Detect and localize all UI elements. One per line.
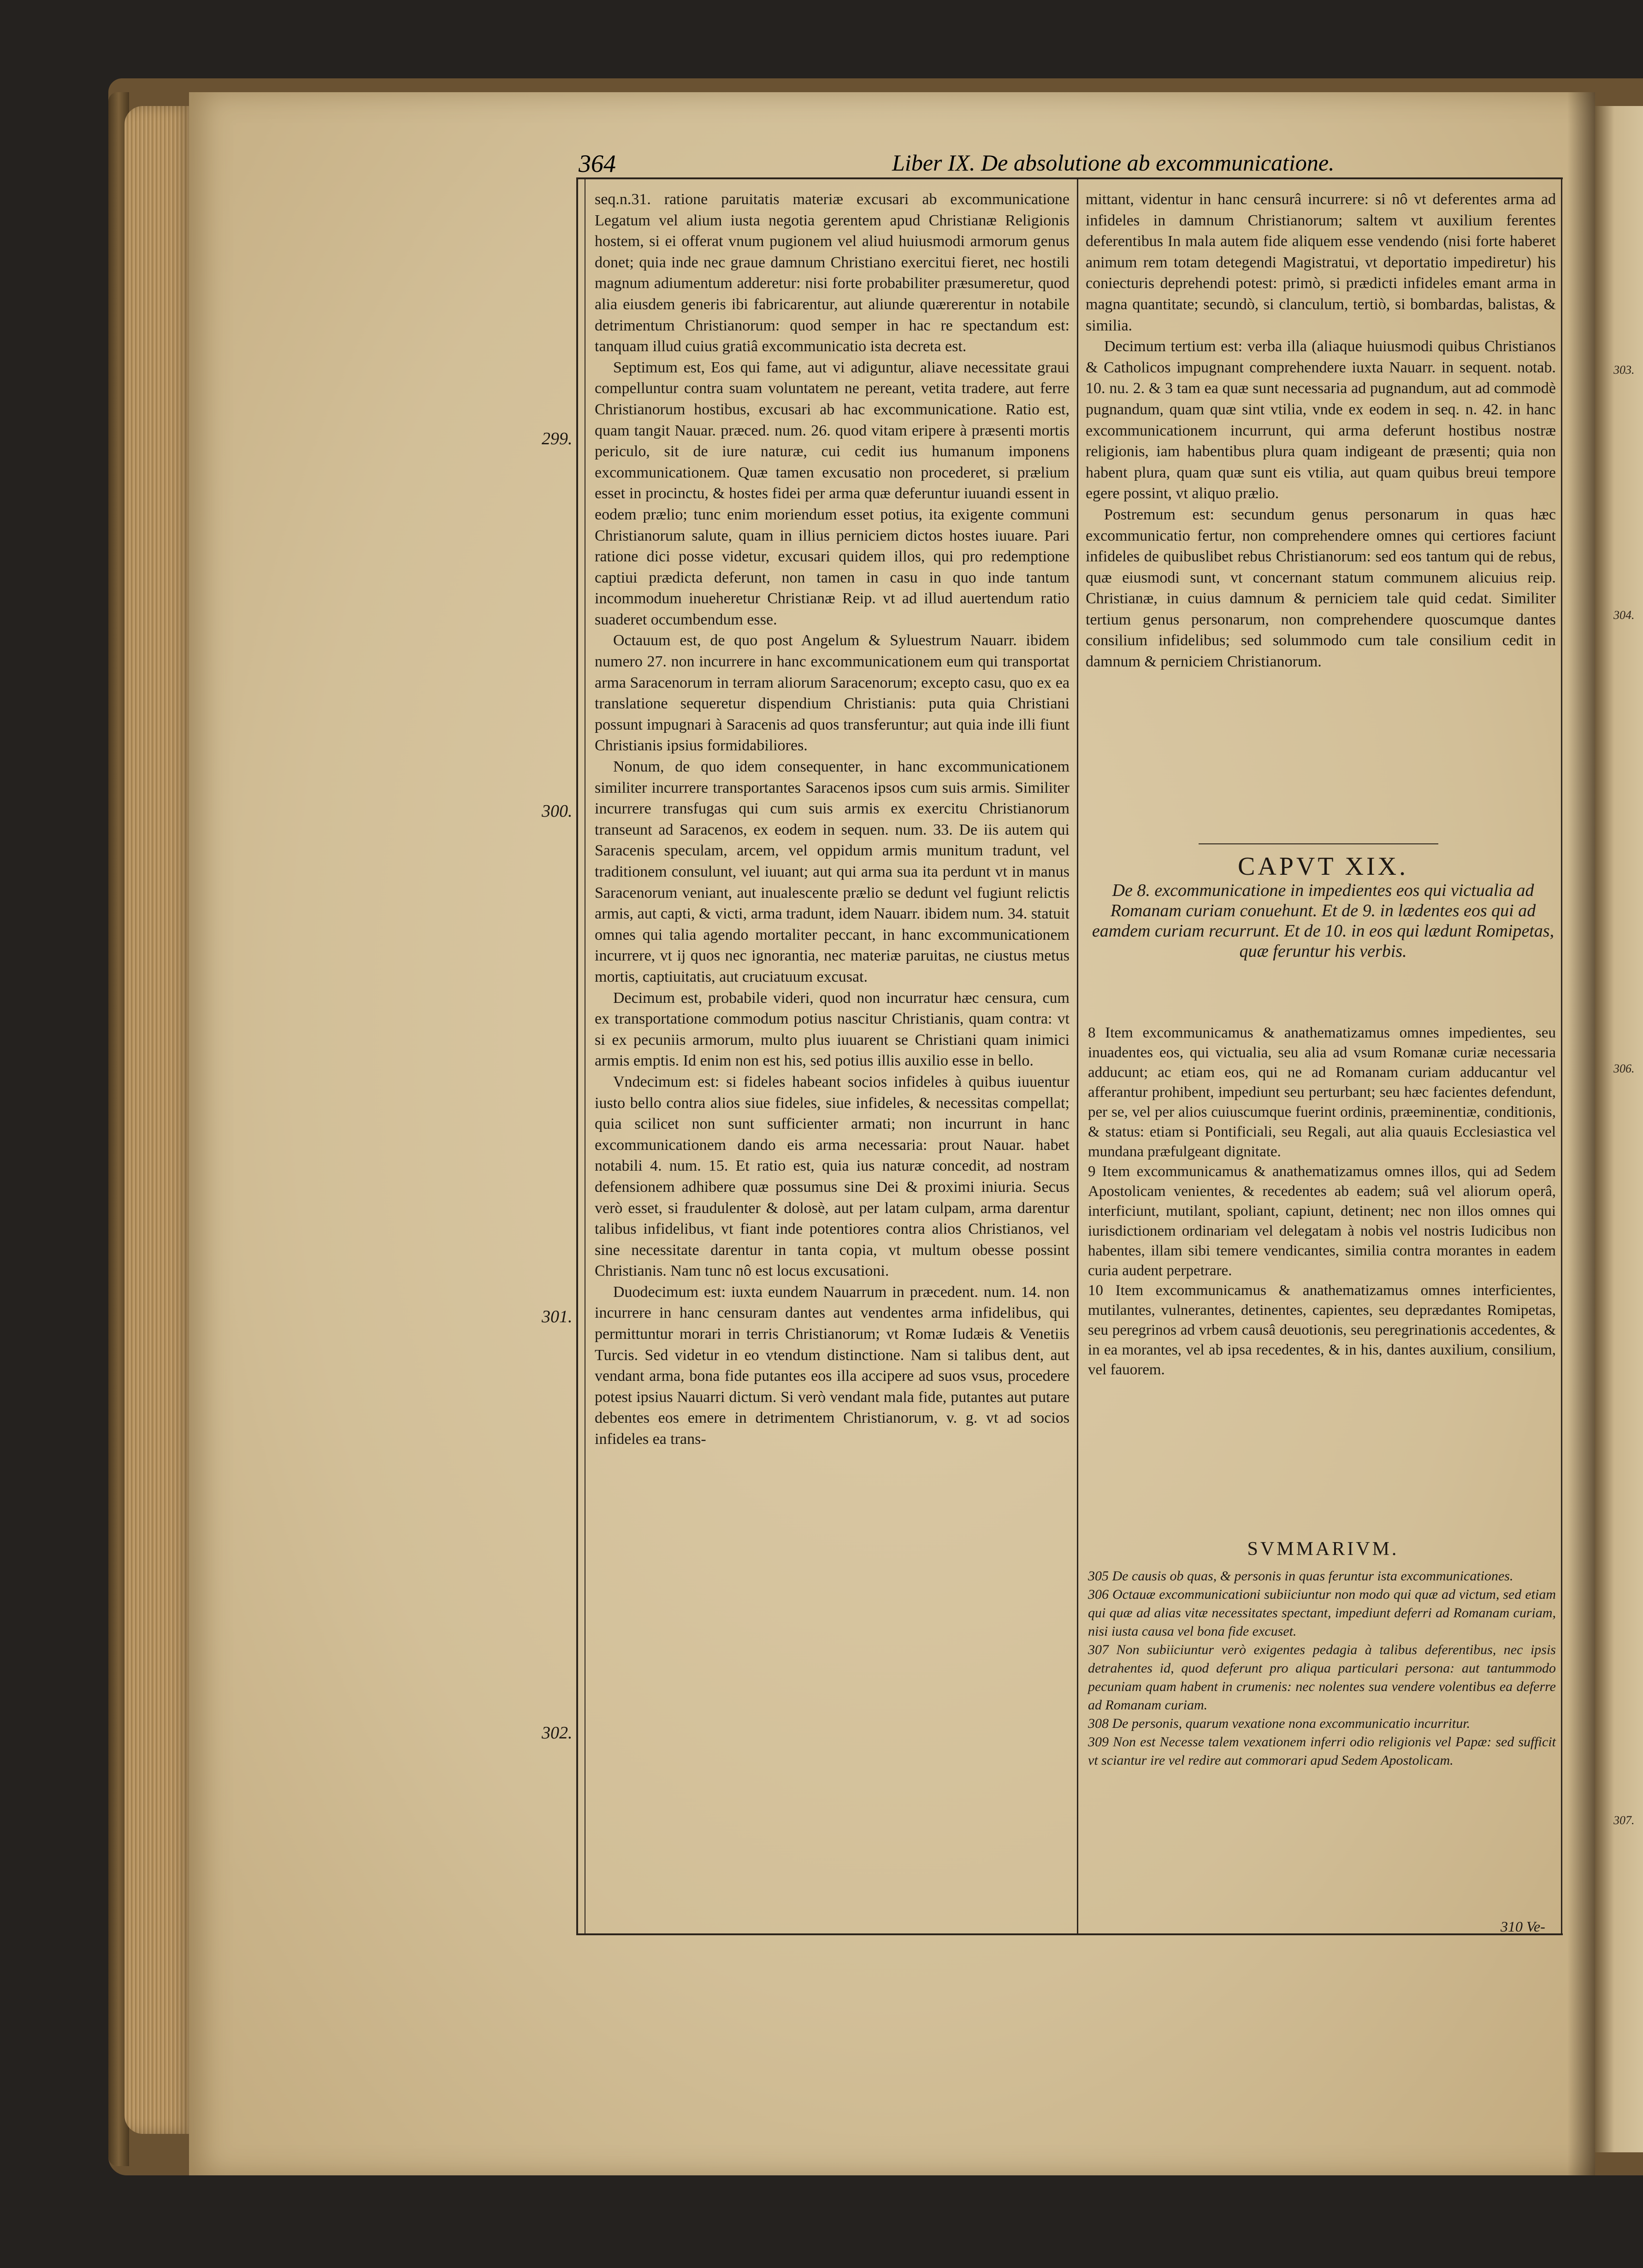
section-divider: [1199, 843, 1438, 844]
paragraph: 10 Item excommunicamus & anathematizamus omnes interficientes, mutilantes, vulnerantes, detinentes, capientes, seu deprædantes Romipetas, seu peregrinos ad vrbem causâ deuotionis, seu peregrinationis accedentes, & in ea morantes, vel ab ipsa recedentes, & in his, dantes auxilium, consilium, vel fauorem.: [1088, 1282, 1556, 1378]
footer-rule: [576, 1933, 1563, 1935]
paragraph: Vndecimum est: si fideles habeant socios infideles à quibus iuuentur iusto bello contra alios siue fideles, siue infideles, & necessitas compellat; quia scilicet non sunt sufficienter armati; non incurrunt in hanc excommunicationem dando eis arma necessaria: prout Nauar. habet notabili 4. num. 15. Et ratio est, quia ius naturæ concedit, ad nostram defensionem adhibere quæ possumus sine Dei & proximi iniuria. Secus verò esset, si fraudulenter & dolosè, aut per latam culpam, arma darentur talibus infidelibus, vt fiant inde potentiores contra alios Christianos, vel sine necessitate darentur in tanta copia, vt multum obesse possint Christianis. Nam tunc nô est locus excusationi.: [595, 1073, 1070, 1280]
summary-item: 308 De personis, quarum vexatione nona excommunicatio incurritur.: [1088, 1716, 1471, 1731]
page-gutter: [1567, 92, 1595, 2175]
paragraph: Septimum est, Eos qui fame, aut vi adiguntur, aliave necessitate graui compelluntur contra suam voluntatem ne pereant, vetita tradere, aut ferre Christianorum hostibus, excusari ab hac excommunicatione. Ratio est, quam tangit Nauar. præced. num. 26. quod vitam eripere à præsenti mortis periculo, sit de iure naturæ, cui cedit ius humanum imponens excommunicationem. Quæ tamen excusatio non procederet, si prælium esset in procinctu, & hostes fidei per arma quæ deferuntur iuuandi essent in eodem prælio; tunc enim moriendum esset potius, ita exigente communi Christianorum salute, quam in illius perniciem dictos hostes iuuare. Pari ratione dici posse videtur, excusari quidem illos, qui pro redemptione captiui prædicta deferunt, non tamen in casu in quo inde tantum incommodum inueheretur Christianæ Reip. vt ad illud auertendum ratio suaderet occumbendum esse.: [595, 359, 1070, 628]
summary-title: SVMMARIVM.: [1247, 1538, 1399, 1560]
paragraph: mittant, videntur in hanc censurâ incurrere: si nô vt deferentes arma ad infideles in damnum Christianorum; saltem vt auxilium ferentes deferentibus In mala autem fide aliquem esse vendendo (nisi forte haberet animum rem totam detegendi Magistratui, vt deportatio impediretur) his coniecturis deprehendi potest: primò, si prædicti infideles emant arma in magna quantitate; secundò, si clanculum, tertiò, si bombardas, balistas, & similia.: [1086, 191, 1556, 334]
page-number: 364: [579, 150, 616, 177]
facing-margin-number: 307.: [1613, 1814, 1635, 1827]
chapter-title: CAPVT XIX.: [1237, 852, 1409, 881]
paragraph: Decimum tertium est: verba illa (aliaque huiusmodi quibus Christianos & Catholicos impugnant comprehendere iuxta Nauarr. in sequent. notab. 10. nu. 2. & 3 tam ea quæ sunt necessaria ad pugnandum, aut ad commodè pugnandum, quam quæ sint vtilia, vnde ex eodem in seq. n. 42. in hanc excommunicationem incurrunt, qui arma deferunt hostibus nostræ religionis, iam habentibus plura quam indigeant de præsenti; quia non habent plura, quam quæ sunt eis vtilia, aut quam quibus breui tempore egere possint, vt aliquo prælio.: [1086, 338, 1556, 502]
paragraph: Nonum, de quo idem consequenter, in hanc excommunicationem similiter incurrere transportantes Saracenos ipsos cum suis armis. Similiter incurrere transfugas qui cum suis armis ex exercitu Christianorum transeunt ad Saracenos, ex eodem in sequen. num. 33. De iis autem qui Saracenis speculam, arcem, vel oppidum armis munitum tradunt, vel traditionem consulunt, vel iuuant; aut qui arma sua ita perdunt vt in manus Saracenorum veniant, aut inualescente prælio se dedunt vel fugiunt relictis armis, aut capti, & victi, arma tradunt, idem Nauarr. ibidem num. 34. statuit omnes qui talia agendo mortaliter peccant, in hanc excommunicationem incurrere, vt ij quos nec ignorantia, nec materiæ paruitas, ne ciustus metus mortis, captiuitatis, aut cruciatuum excusat.: [595, 758, 1070, 985]
facing-margin-number: 304.: [1613, 608, 1635, 622]
margin-number: 299.: [542, 429, 573, 448]
summary-item: 307 Non subiiciuntur verò exigentes pedagia à talibus deferentibus, nec ipsis detrahentes id, quod deferunt pro aliqua particulari persona: aut tantummodo pecuniam quam habent in crumenis: nec nolentes sua vendere volentibus ea deferre ad Romanam curiam.: [1088, 1642, 1556, 1713]
paragraph: 9 Item excommunicamus & anathematizamus omnes illos, qui ad Sedem Apostolicam venientes, & recedentes ab eadem; suâ vel aliorum operâ, interficiunt, mutilant, spoliant, capiunt, detinent; nec non illos omnes qui iurisdictionem ordinariam vel delegatam à nobis vel nostris Iudicibus non habentes, illam sibi temere vendicantes, similia contra morantes in eadem curia audent perpetrare.: [1088, 1163, 1556, 1279]
summary-list: [1088, 1567, 1556, 1770]
paragraph: Decimum est, probabile videri, quod non incurratur hæc censura, cum ex transportatione commodum potius nascitur Christianis, quam contra: vt si ex pecuniis armorum, multo plus iuuarent se Christiani quam inimici armis emptis. Id enim non est his, sed potius illis auxilio esse in bello.: [595, 989, 1070, 1070]
catchword: 310 Ve-: [1501, 1918, 1545, 1935]
left-text-column: [595, 189, 1070, 1450]
facing-page-edge: [1595, 106, 1643, 2152]
column-divider-rule: [1077, 177, 1078, 1933]
right-text-column: [1086, 189, 1556, 672]
page-edges: [124, 106, 194, 2134]
running-title: Liber IX. De absolutione ab excommunicatione.: [892, 150, 1335, 176]
chapter-subtitle: De 8. excommunicatione in impedientes eos qui victualia ad Romanam curiam conuehunt. Et de 9. in lædentes eos qui ad eamdem curiam recurrunt. Et de 10. in eos qui lædunt Romipetas, quæ feruntur his verbis.: [1092, 881, 1554, 961]
summary-item: 309 Non est Necesse talem vexationem inferri odio religionis vel Papæ: sed sufficit vt sciantur ire vel redire aut commorari apud Sedem Apostolicam.: [1088, 1734, 1556, 1768]
left-border-rule: [576, 177, 578, 1933]
right-border-rule: [1561, 177, 1562, 1933]
paragraph: seq.n.31. ratione paruitatis materiæ excusari ab excommunicatione Legatum vel alium iusta negotia gerentem apud Christianæ Religionis hostem, si ei offerat vnum pugionem vel aliud huiusmodi armorum genus donet; quia inde nec graue damnum Christiano exercitui fieret, nec hostili magnum adiumentum adderetur: nisi forte probabiliter præsumeretur, quod alia eiusdem generis ibi fabricarentur, aut aliunde quærerentur in notabile detrimentum Christianorum: quod semper in hac re spectandum est: tanquam illud cuius gratiâ excommunicatio ista decreta est.: [595, 191, 1070, 355]
paragraph: Postremum est: secundum genus personarum in quas hæc excommunicatio fertur, non comprehendere omnes qui certiores faciunt infideles de quibuslibet rebus Christianorum: sed eos tantum qui de rebus, quæ eiusmodi sunt, vt concernant statum communem alicuius reip. Christianæ, in cuius damnum & perniciem tale quid cedat. Similiter tertium genus personarum, non comprehendere quoscumque dantes consilium infidelibus; sed solummodo cum tale consilium cedit in damnum & perniciem Christianorum.: [1086, 506, 1556, 671]
paragraph: 8 Item excommunicamus & anathematizamus omnes impedientes, seu inuadentes eos, qui victualia, seu alia ad vsum Romanæ curiæ necessaria adducunt; ac etiam eos, qui ne ad Romanam curiam adducantur vel afferantur prohibent, impediunt seu perturbant; seu hæc facientes defendunt, per se, vel per alios cuiuscumque fuerint ordinis, præeminentiæ, conditionis, & status: etiam si Pontificiali, seu Regali, aut alia quauis Ecclesiastica vel mundana præfulgeant dignitate.: [1088, 1025, 1556, 1160]
summary-item: 305 De causis ob quas, & personis in quas feruntur ista excommunicationes.: [1088, 1568, 1513, 1584]
margin-number: 302.: [542, 1723, 573, 1743]
paragraph: Duodecimum est: iuxta eundem Nauarrum in præcedent. num. 14. non incurrere in hanc censuram dantes aut vendentes arma infidelibus, qui permittuntur morari in terris Christianorum; vt Romæ Iudæis & Venetiis Turcis. Sed videtur in eo vtendum distinctione. Nam si talibus dent, aut vendant arma, bona fide putantes eos illa accipere ad suos vsus, procedere potest ipsius Nauarri dictum. Si verò vendant mala fide, putantes aut putare debentes eos emere in detrimentem Christianorum, v. g. vt ad socios infideles ea trans-: [595, 1283, 1070, 1448]
chapter-body: [1088, 1023, 1556, 1380]
paragraph: Octauum est, de quo post Angelum & Syluestrum Nauarr. ibidem numero 27. non incurrere in hanc excommunicationem eum qui transportat arma Saracenorum in terram aliorum Saracenorum; excepto casu, quo ex ea translatione sequeretur dispendium Christianis: puta quia Christiani possunt impugnari à Saracenis ad quos transferuntur; aut quia inde illi fiunt Christianis ipsius formidabiliores.: [595, 632, 1070, 754]
margin-number: 300.: [542, 801, 573, 821]
summary-item: 306 Octauæ excommunicationi subiiciuntur non modo qui quæ ad victum, sed etiam qui quæ ad alias vitæ necessitates spectant, impediunt deferri ad Romanam curiam, nisi iusta causa vel bona fide excuset.: [1088, 1587, 1556, 1639]
facing-margin-number: 306.: [1613, 1062, 1635, 1075]
margin-number: 301.: [542, 1307, 573, 1326]
facing-margin-number: 303.: [1613, 363, 1635, 377]
page-header: [579, 147, 1547, 179]
